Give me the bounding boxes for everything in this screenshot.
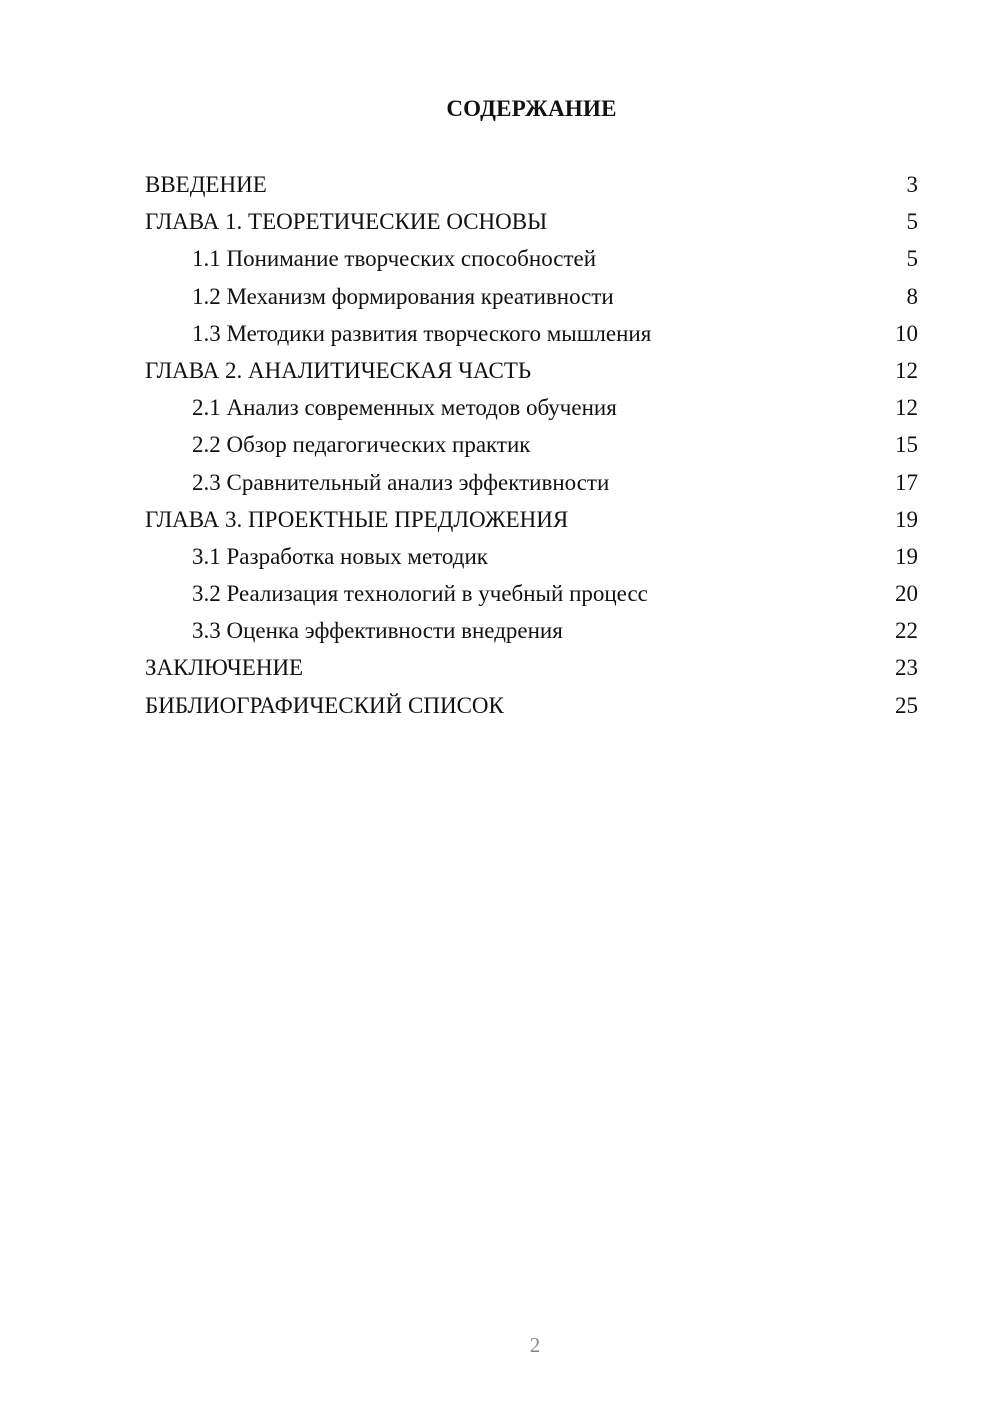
toc-entry-label: 1.2 Механизм формирования креативности (192, 283, 614, 309)
toc-entry-conclusion (145, 649, 918, 686)
toc-entry-page: 19 (895, 543, 918, 569)
toc-entry-page: 5 (906, 246, 918, 272)
toc-entry-chapter-2 (145, 352, 918, 389)
toc-entry-section-2-2 (145, 426, 918, 463)
toc-entry-label: 1.3 Методики развития творческого мышления (192, 320, 652, 346)
toc-entry-page: 19 (895, 506, 918, 532)
toc-entry-page: 23 (895, 655, 918, 681)
toc-entry-label: 1.1 Понимание творческих способностей (192, 246, 597, 272)
toc-entry-label: ГЛАВА 3. ПРОЕКТНЫЕ ПРЕДЛОЖЕНИЯ (145, 506, 569, 532)
toc-entry-section-3-1 (145, 538, 918, 575)
toc-entry-label: 2.2 Обзор педагогических практик (192, 432, 531, 458)
page-title: СОДЕРЖАНИЕ (446, 96, 617, 121)
toc-entry-section-3-3 (145, 612, 918, 649)
toc-entry-page: 15 (895, 432, 918, 458)
toc-entry-introduction (145, 166, 918, 203)
toc-entry-label: БИБЛИОГРАФИЧЕСКИЙ СПИСОК (145, 692, 504, 718)
toc-entry-page: 12 (895, 395, 918, 421)
toc-entry-section-1-1 (145, 240, 918, 277)
table-of-contents (145, 166, 918, 724)
toc-entry-page: 20 (895, 581, 918, 607)
toc-entry-page: 5 (906, 209, 918, 235)
toc-entry-page: 25 (895, 692, 918, 718)
toc-entry-section-1-2 (145, 278, 918, 315)
toc-entry-label: ГЛАВА 2. АНАЛИТИЧЕСКАЯ ЧАСТЬ (145, 357, 532, 383)
toc-entry-page: 12 (895, 357, 918, 383)
toc-entry-page: 10 (895, 320, 918, 346)
toc-entry-label: ГЛАВА 1. ТЕОРЕТИЧЕСКИЕ ОСНОВЫ (145, 209, 548, 235)
toc-entry-label: 2.3 Сравнительный анализ эффективности (192, 469, 610, 495)
toc-entry-bibliography (145, 687, 918, 724)
toc-entry-page: 3 (906, 172, 918, 197)
toc-entry-label: 3.2 Реализация технологий в учебный процесс (192, 581, 648, 607)
toc-entry-chapter-1 (145, 203, 918, 240)
page-number: 2 (529, 1333, 541, 1357)
toc-entry-page: 17 (895, 469, 918, 495)
toc-entry-page: 22 (895, 618, 918, 644)
toc-entry-page: 8 (906, 283, 918, 309)
toc-entry-section-3-2 (145, 575, 918, 612)
toc-entry-section-1-3 (145, 315, 918, 352)
toc-entry-label: 3.1 Разработка новых методик (192, 543, 488, 569)
toc-entry-label: ЗАКЛЮЧЕНИЕ (145, 655, 304, 681)
toc-entry-label: ВВЕДЕНИЕ (145, 172, 267, 197)
toc-entry-chapter-3 (145, 501, 918, 538)
toc-entry-label: 3.3 Оценка эффективности внедрения (192, 618, 563, 644)
toc-entry-section-2-1 (145, 389, 918, 426)
toc-entry-label: 2.1 Анализ современных методов обучения (192, 395, 617, 421)
toc-entry-section-2-3 (145, 464, 918, 501)
